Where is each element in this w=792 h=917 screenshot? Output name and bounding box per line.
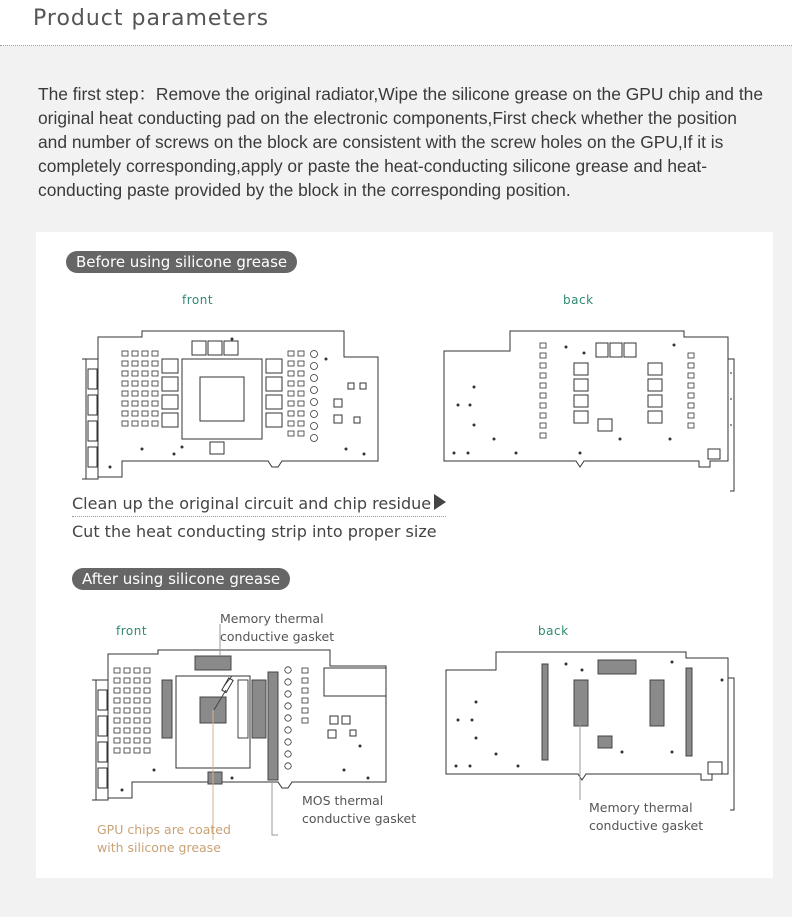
before-front-label: front — [182, 293, 214, 307]
callout-gpu-grease — [97, 821, 231, 857]
callout-mos-line2: conductive gasket — [302, 811, 417, 826]
page-header — [0, 0, 792, 46]
callout-gpu-grease-line1: GPU chips are coated — [97, 822, 231, 837]
before-step-clean-text: Clean up the original circuit and chip residue — [72, 494, 432, 513]
callout-memory-back-line1: Memory thermal — [589, 800, 693, 815]
before-section-title: Before using silicone grease — [66, 251, 297, 273]
callout-memory-front-line2: conductive gasket — [220, 629, 335, 644]
callout-memory-back-line2: conductive gasket — [589, 818, 704, 833]
callout-memory-front-line1: Memory thermal — [220, 611, 324, 626]
after-back-label: back — [538, 624, 569, 638]
after-front-label: front — [116, 624, 148, 638]
callout-mos-line1: MOS thermal — [302, 793, 384, 808]
callout-memory-front — [220, 610, 334, 646]
callout-mos — [302, 792, 416, 828]
before-back-label: back — [563, 293, 594, 307]
after-section-title: After using silicone grease — [72, 568, 290, 590]
before-step-cut: Cut the heat conducting strip into proper size — [72, 522, 437, 541]
callout-memory-back — [589, 799, 703, 835]
before-front-board-diagram — [82, 329, 382, 499]
callout-gpu-grease-line2: with silicone grease — [97, 840, 221, 855]
page-title: Product parameters — [33, 6, 270, 31]
before-step-clean — [72, 494, 446, 517]
before-back-board-diagram — [444, 329, 744, 499]
illustration-panel — [36, 232, 773, 878]
arrow-right-icon — [434, 494, 446, 510]
intro-paragraph: The first step：Remove the original radiator,Wipe the silicone grease on the GPU chip and the original heat conducting pad on the electronic components,First check whether the position and number of screws on the block are consistent with the screw holes on the GPU,If it is completely corresponding,apply or paste the heat-conducting silicone grease and heat-conducting paste provided by the block in the corresponding position. — [38, 84, 763, 200]
